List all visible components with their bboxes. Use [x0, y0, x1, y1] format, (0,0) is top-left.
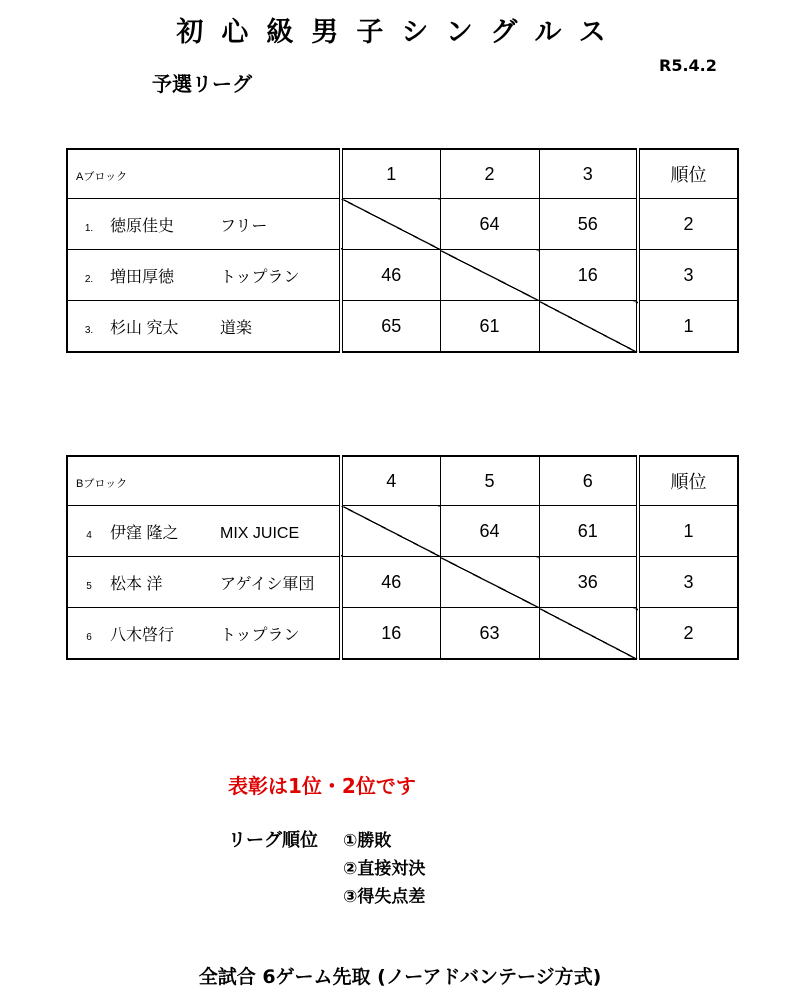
block-a-rank-header: 順位 — [638, 149, 738, 199]
score-cell: 56 — [539, 199, 638, 250]
player-club: MIX JUICE — [220, 524, 300, 542]
self-match-cell — [539, 608, 638, 660]
player-number: 6 — [86, 631, 92, 643]
block-a-label-cell — [67, 149, 341, 199]
block-b-col-header: 5 — [440, 456, 539, 506]
player-name: 杉山 究太 — [110, 319, 179, 337]
rank-cell: 2 — [638, 199, 738, 250]
block-a-header-row — [67, 149, 738, 199]
player-name: 徳原佳史 — [110, 217, 175, 235]
table-row — [67, 301, 738, 353]
rank-cell: 2 — [638, 608, 738, 660]
player-cell — [67, 608, 341, 660]
player-number: 4 — [86, 529, 92, 541]
table-row — [67, 608, 738, 660]
self-match-cell — [440, 250, 539, 301]
player-club: 道楽 — [220, 319, 253, 337]
self-match-cell — [440, 557, 539, 608]
score-cell: 64 — [440, 199, 539, 250]
player-number: 3. — [84, 324, 94, 336]
score-cell: 16 — [539, 250, 638, 301]
score-cell: 16 — [341, 608, 440, 660]
ranking-rule-label: リーグ順位 — [228, 830, 318, 851]
player-cell — [67, 506, 341, 557]
player-club: トップラン — [220, 626, 300, 644]
block-a-table — [66, 148, 739, 353]
block-a-label: Aブロック — [76, 170, 128, 183]
score-cell: 46 — [341, 557, 440, 608]
table-row — [67, 506, 738, 557]
block-b-label: Bブロック — [76, 477, 128, 490]
block-a-col-header: 3 — [539, 149, 638, 199]
self-match-cell — [341, 506, 440, 557]
player-number: 5 — [86, 580, 92, 592]
block-a-col-header: 2 — [440, 149, 539, 199]
block-b-header-row — [67, 456, 738, 506]
date-label: R5.4.2 — [659, 56, 717, 75]
block-a-col-header: 1 — [341, 149, 440, 199]
table-row — [67, 199, 738, 250]
rank-cell: 3 — [638, 250, 738, 301]
ranking-criterion: ②直接対決 — [343, 859, 426, 879]
ranking-criterion: ③得失点差 — [343, 887, 426, 907]
award-note: 表彰は1位・2位です — [228, 774, 416, 798]
rank-cell: 1 — [638, 301, 738, 353]
player-name: 松本 洋 — [110, 575, 163, 593]
page-title: 初心級男子シングルス — [176, 17, 624, 48]
player-cell — [67, 301, 341, 353]
table-row — [67, 250, 738, 301]
rank-cell: 3 — [638, 557, 738, 608]
block-b-col-header: 4 — [341, 456, 440, 506]
table-row — [67, 557, 738, 608]
block-b-rank-header: 順位 — [638, 456, 738, 506]
player-cell — [67, 199, 341, 250]
player-name: 伊窪 隆之 — [110, 524, 179, 542]
rank-cell: 1 — [638, 506, 738, 557]
score-cell: 61 — [539, 506, 638, 557]
player-club: トップラン — [220, 268, 300, 286]
self-match-cell — [539, 301, 638, 353]
player-club: アゲイシ軍団 — [220, 575, 315, 593]
ranking-criterion: ①勝敗 — [343, 831, 392, 851]
self-match-cell — [341, 199, 440, 250]
player-number: 2. — [84, 273, 94, 285]
score-cell: 46 — [341, 250, 440, 301]
player-number: 1. — [84, 222, 94, 234]
block-b-table — [66, 455, 739, 660]
player-cell — [67, 557, 341, 608]
score-cell: 65 — [341, 301, 440, 353]
player-cell — [67, 250, 341, 301]
block-b-label-cell — [67, 456, 341, 506]
page-subtitle: 予選リーグ — [152, 72, 252, 96]
score-cell: 63 — [440, 608, 539, 660]
player-name: 増田厚徳 — [110, 268, 175, 286]
player-club: フリー — [220, 217, 268, 235]
block-b-col-header: 6 — [539, 456, 638, 506]
score-cell: 36 — [539, 557, 638, 608]
score-cell: 64 — [440, 506, 539, 557]
score-cell: 61 — [440, 301, 539, 353]
player-name: 八木啓行 — [110, 626, 175, 644]
footer-note: 全試合 6ゲーム先取 (ノーアドバンテージ方式) — [198, 966, 602, 988]
